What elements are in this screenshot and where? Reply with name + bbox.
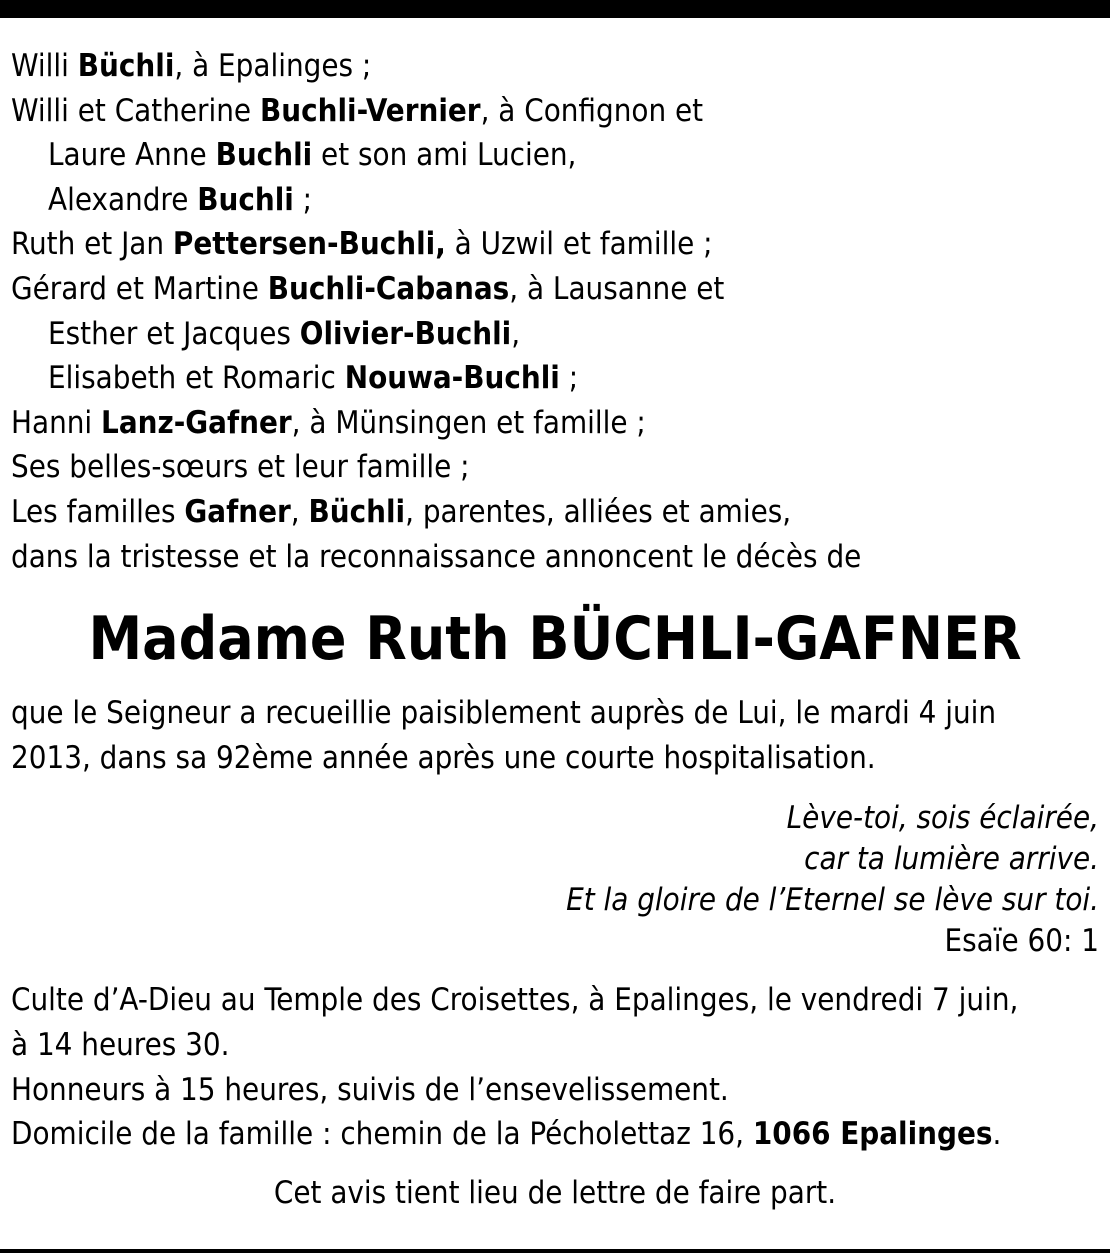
family-text: Gérard et Martine bbox=[11, 270, 268, 307]
family-surname: Pettersen-Buchli, bbox=[172, 226, 446, 263]
family-line bbox=[11, 490, 1099, 535]
verse-text: Lève-toi, sois éclairée, bbox=[786, 800, 1099, 837]
family-text: Ses belles-sœurs et leur famille ; bbox=[11, 449, 470, 486]
family-list bbox=[11, 44, 1099, 579]
family-surname: Lanz-Gafner bbox=[101, 404, 292, 441]
family-surname: Buchli bbox=[197, 181, 294, 218]
family-domicile bbox=[11, 1112, 1099, 1157]
family-text: , bbox=[290, 493, 309, 530]
verse-reference: Esaïe 60: 1 bbox=[944, 923, 1099, 960]
bible-verse bbox=[11, 798, 1099, 962]
family-text: Ruth et Jan bbox=[11, 226, 173, 263]
family-text: Esther et Jacques bbox=[48, 315, 300, 352]
family-surname: Buchli-Cabanas bbox=[267, 270, 510, 307]
funeral-line: à 14 heures 30. bbox=[11, 1026, 230, 1063]
family-line bbox=[11, 89, 1099, 134]
domicile-locality: 1066 Epalinges bbox=[752, 1116, 993, 1153]
deceased-name: Madame Ruth BÜCHLI-GAFNER bbox=[88, 604, 1022, 675]
family-text: ; bbox=[559, 360, 579, 397]
family-line bbox=[11, 178, 1099, 223]
family-text: ; bbox=[293, 181, 313, 218]
domicile-text: . bbox=[992, 1116, 1002, 1153]
family-line bbox=[11, 445, 1099, 490]
funeral-details bbox=[11, 978, 1099, 1156]
family-text: , à Confignon et bbox=[480, 92, 704, 129]
family-line bbox=[11, 222, 1099, 267]
family-text: , à Lausanne et bbox=[509, 270, 725, 307]
closing-note: Cet avis tient lieu de lettre de faire part. bbox=[273, 1174, 837, 1211]
announcement-line: 2013, dans sa 92ème année après une courte hospitalisation. bbox=[11, 739, 876, 776]
bottom-rule bbox=[0, 1249, 1110, 1253]
obituary-notice bbox=[11, 44, 1099, 1215]
family-line bbox=[11, 356, 1099, 401]
family-surname: Gafner bbox=[184, 493, 291, 530]
family-line bbox=[11, 312, 1099, 357]
announcement-line: que le Seigneur a recueillie paisiblement auprès de Lui, le mardi 4 juin bbox=[11, 695, 997, 732]
family-text: Laure Anne bbox=[48, 137, 216, 174]
family-text: , bbox=[511, 315, 521, 352]
family-line bbox=[11, 267, 1099, 312]
announcement bbox=[11, 691, 1099, 780]
family-surname: Buchli bbox=[215, 137, 313, 174]
verse-line bbox=[11, 839, 1099, 880]
family-text: Hanni bbox=[11, 404, 102, 441]
verse-text: car ta lumière arrive. bbox=[804, 841, 1099, 878]
verse-line bbox=[11, 880, 1099, 921]
family-line bbox=[11, 401, 1099, 446]
funeral-line: Culte d’A-Dieu au Temple des Croisettes, à Epalinges, le vendredi 7 juin, bbox=[11, 982, 1019, 1019]
family-text: dans la tristesse et la reconnaissance annoncent le décès de bbox=[11, 538, 862, 575]
family-surname: Olivier-Buchli bbox=[299, 315, 512, 352]
family-surname: Büchli bbox=[308, 493, 406, 530]
funeral-line: Honneurs à 15 heures, suivis de l’ensevelissement. bbox=[11, 1071, 729, 1108]
family-text: à Uzwil et famille ; bbox=[445, 226, 713, 263]
verse-text: Et la gloire de l’Eternel se lève sur toi. bbox=[566, 882, 1099, 919]
family-text: et son ami Lucien, bbox=[312, 137, 577, 174]
family-line bbox=[11, 44, 1099, 89]
family-line bbox=[11, 133, 1099, 178]
family-text: , à Epalinges ; bbox=[174, 48, 372, 84]
family-surname: Büchli bbox=[77, 48, 175, 84]
family-line bbox=[11, 535, 1099, 580]
top-rule bbox=[0, 0, 1110, 18]
family-text: Elisabeth et Romaric bbox=[48, 360, 345, 397]
family-text: Willi et Catherine bbox=[11, 92, 260, 129]
family-text: Les familles bbox=[11, 493, 185, 530]
family-text: Alexandre bbox=[48, 181, 198, 218]
family-surname: Nouwa-Buchli bbox=[344, 360, 560, 397]
domicile-text: Domicile de la famille : chemin de la Pécholettaz 16, bbox=[11, 1116, 753, 1153]
verse-line bbox=[11, 798, 1099, 839]
family-text: Willi bbox=[11, 48, 78, 84]
family-text: , à Münsingen et famille ; bbox=[291, 404, 646, 441]
family-text: , parentes, alliées et amies, bbox=[405, 493, 792, 530]
family-surname: Buchli-Vernier bbox=[259, 92, 481, 129]
